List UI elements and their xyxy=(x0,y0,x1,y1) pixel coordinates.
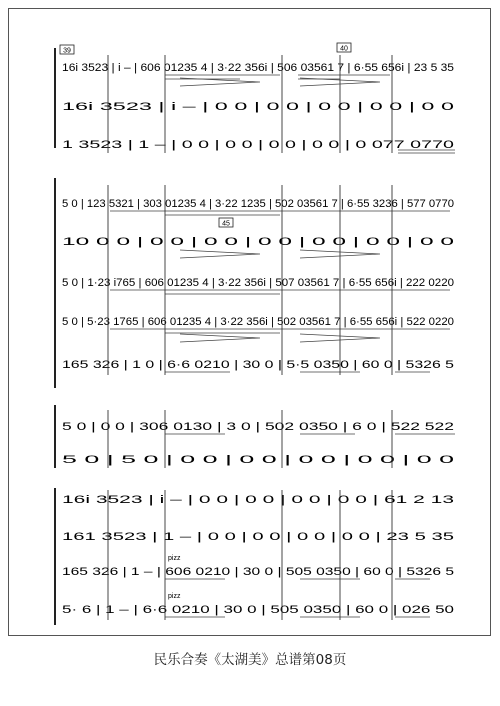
rehearsal-mark-39 xyxy=(60,45,74,55)
staff-notation: 5 0 | 1·23 i765 | 606 01235 4 | 3·22 356i | 507 03561 7 | 6·55 656i | 222 0220 xyxy=(62,277,454,289)
page-caption: 民乐合奏《太湖美》总谱第08页 xyxy=(153,652,347,668)
system-2-staff-1 xyxy=(62,198,454,210)
staff-notation: 161 3523 | 1 – | 0 0 | 0 0 | 0 0 | 0 0 | 23 5 35 xyxy=(62,531,454,543)
system-3-staff-2 xyxy=(62,454,454,466)
system-1-staff-3 xyxy=(62,139,454,151)
pizz-marking: pizz xyxy=(168,593,181,600)
system-2-staff-3 xyxy=(62,277,454,289)
staff-notation: 5 0 | 5 0 | 0 0 | 0 0 | 0 0 | 0 0 | 0 0 xyxy=(62,454,454,466)
staff-notation: 16i 3523 | i – | 606 01235 4 | 3·22 356i | 506 03561 7 | 6·55 656i | 23 5 35 xyxy=(62,62,454,74)
system-1-staff-1 xyxy=(62,62,454,74)
system-1 xyxy=(62,62,455,153)
system-2-staff-2 xyxy=(62,236,454,248)
rehearsal-mark-40-label: 40 xyxy=(340,45,348,53)
rehearsal-mark-39-label: 39 xyxy=(63,47,71,55)
staff-notation: 10 0 0 | 0 0 | 0 0 | 0 0 | 0 0 | 0 0 | 0 0 xyxy=(62,236,454,248)
system-3-staff-1 xyxy=(62,421,454,433)
system-4-staff-4 xyxy=(62,593,454,616)
system-1-staff-2 xyxy=(62,101,454,113)
staff-notation: 5 0 | 123 5321 | 303 01235 4 | 3·22 1235 | 502 03561 7 | 6·55 3236 | 577 0770 xyxy=(62,198,454,210)
system-4 xyxy=(62,494,454,617)
system-2-staff-4 xyxy=(62,316,454,328)
staff-notation: 5 0 | 5·23 1765 | 606 01235 4 | 3·22 356i | 502 03561 7 | 6·55 656i | 522 0220 xyxy=(62,316,454,328)
system-4-staff-3 xyxy=(62,555,454,578)
rehearsal-mark-40 xyxy=(337,43,351,53)
dynamics-hairpins xyxy=(180,78,380,342)
staff-notation: 5· 6 | 1 – | 6·6 0210 | 30 0 | 505 0350 | 60 0 | 026 50 xyxy=(62,604,454,616)
pizz-marking: pizz xyxy=(168,555,181,562)
staff-notation: 1 3523 | 1 – | 0 0 | 0 0 | 0 0 | 0 0 | 0 077 0770 xyxy=(62,139,454,151)
system-2 xyxy=(62,198,454,372)
staff-notation: 165 326 | 1 0 | 6·6 0210 | 30 0 | 5·5 0350 | 60 0 | 5326 5 xyxy=(62,359,454,371)
rehearsal-mark-45 xyxy=(219,218,233,228)
system-4-staff-1 xyxy=(62,494,454,506)
staff-notation: 16i 3523 | i – | 0 0 | 0 0 | 0 0 | 0 0 | 61 2 13 xyxy=(62,494,454,506)
staff-notation: 165 326 | 1 – | 606 0210 | 30 0 | 505 0350 | 60 0 | 5326 5 xyxy=(62,566,455,578)
system-2-staff-5 xyxy=(62,359,454,371)
staff-notation: 16i 3523 | i – | 0 0 | 0 0 | 0 0 | 0 0 | 0 0 xyxy=(62,101,455,113)
system-4-staff-2 xyxy=(62,531,454,543)
system-3 xyxy=(62,421,455,466)
rehearsal-mark-45-label: 45 xyxy=(222,220,230,228)
staff-notation: 5 0 | 0 0 | 306 0130 | 3 0 | 502 0350 | 6 0 | 522 522 xyxy=(62,421,454,433)
